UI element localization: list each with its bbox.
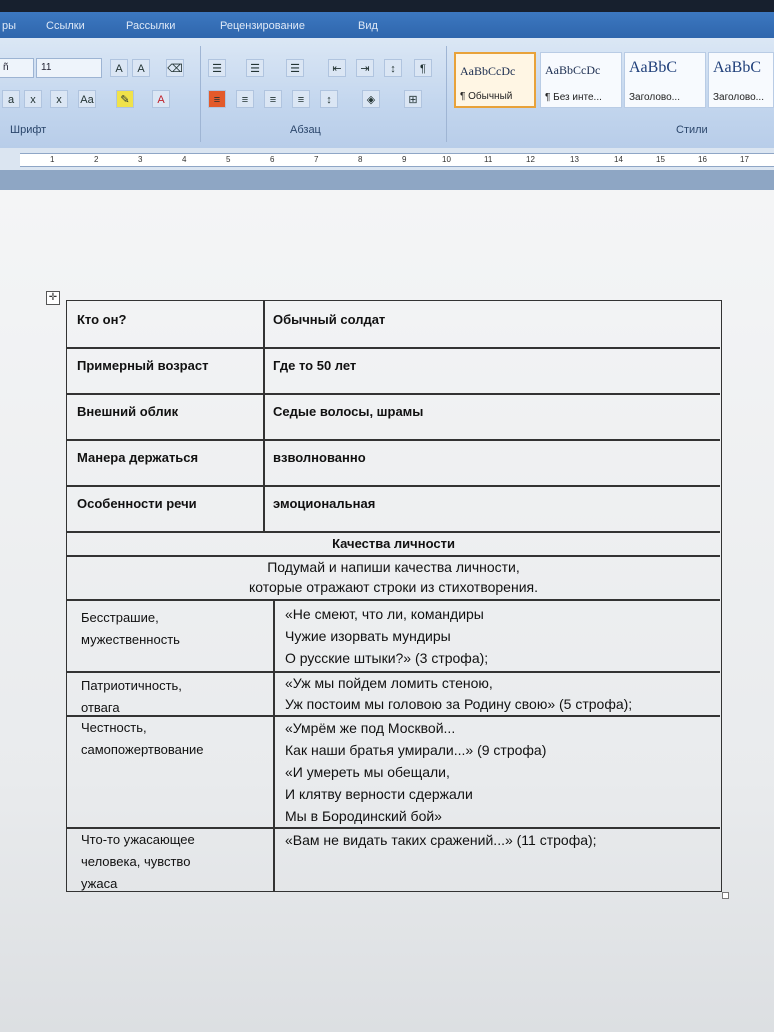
increase-indent-icon[interactable]: ⇥: [356, 59, 374, 77]
tab-home[interactable]: ры: [2, 20, 17, 32]
row-divider: [67, 393, 720, 395]
quality-label-line: Бесстрашие,: [81, 610, 159, 625]
row-value-age: Где то 50 лет: [273, 358, 357, 373]
font-size-box[interactable]: 11: [36, 58, 102, 78]
quote-line: И клятву верности сдержали: [285, 786, 473, 802]
row-value-who: Обычный солдат: [273, 312, 386, 327]
quality-label-line: Что-то ужасающее: [81, 832, 195, 847]
superscript-icon[interactable]: x: [50, 90, 68, 108]
tab-view[interactable]: Вид: [358, 20, 378, 32]
instruction-line: Подумай и напиши качества личности,: [267, 559, 520, 575]
quality-label: [81, 607, 180, 651]
grow-font-icon[interactable]: A: [110, 59, 128, 77]
document-page[interactable]: [0, 190, 774, 1032]
row-value-appearance: Седые волосы, шрамы: [273, 404, 424, 419]
style-heading-2[interactable]: [708, 52, 774, 108]
quality-label-line: человека, чувство: [81, 854, 191, 869]
style-preview: AaBbCcDc: [460, 64, 516, 78]
style-name: Заголово...: [713, 92, 764, 103]
borders-icon[interactable]: ⊞: [404, 90, 422, 108]
quote-line: «Не смеют, что ли, командиры: [285, 606, 484, 622]
style-name: ¶ Без инте...: [545, 92, 602, 103]
tab-review[interactable]: Рецензирование: [220, 20, 305, 32]
quote-line: «Вам не видать таких сражений...» (11 строфа);: [285, 832, 597, 848]
table-move-icon[interactable]: ✛: [46, 291, 60, 305]
style-no-spacing[interactable]: [540, 52, 622, 108]
style-preview: AaBbC: [629, 59, 677, 76]
style-preview: AaBbCcDc: [545, 63, 601, 77]
row-label-appearance: Внешний облик: [77, 404, 179, 419]
quote-line: Чужие изорвать мундиры: [285, 628, 451, 644]
character-table: [66, 300, 722, 892]
clear-format-icon[interactable]: ⌫: [166, 59, 184, 77]
quote-line: Уж постоим мы головою за Родину свою» (5 строфа);: [285, 696, 633, 712]
change-case-icon[interactable]: Aa: [78, 90, 96, 108]
instruction-line: которые отражают строки из стихотворения.: [248, 579, 538, 595]
ribbon-tabs: [0, 12, 774, 38]
instruction-text: [67, 557, 720, 597]
row-value-manner: взволнованно: [273, 450, 366, 465]
row-divider: [67, 439, 720, 441]
column-divider: [273, 599, 275, 891]
subscript-icon[interactable]: x: [24, 90, 42, 108]
quote-line: О русские штыки?» (3 строфа);: [285, 650, 489, 666]
font-name-box[interactable]: ñ: [0, 58, 34, 78]
table-resize-handle[interactable]: [722, 892, 729, 899]
row-label-manner: Манера держаться: [77, 450, 199, 465]
quality-quote: [285, 673, 632, 715]
line-spacing-icon[interactable]: ↕: [320, 90, 338, 108]
numbering-icon[interactable]: ☰: [246, 59, 264, 77]
row-divider: [67, 599, 720, 601]
quality-label-line: самопожертвование: [81, 742, 204, 757]
show-marks-icon[interactable]: ¶: [414, 59, 432, 77]
group-label-styles: Стили: [676, 124, 708, 136]
row-divider: [67, 485, 720, 487]
row-value-speech: эмоциональная: [273, 496, 376, 511]
group-separator: [446, 46, 447, 142]
quality-label-line: отвага: [81, 700, 120, 715]
ruler-scale: 1 2 3 4 5 6 7 8 9 10 11 12 13 14 15 16 17: [20, 153, 774, 167]
row-label-age: Примерный возраст: [77, 358, 209, 373]
group-separator: [200, 46, 201, 142]
quality-quote: [285, 717, 546, 827]
align-center-icon[interactable]: ≡: [236, 90, 254, 108]
multilevel-icon[interactable]: ☰: [286, 59, 304, 77]
style-normal[interactable]: [454, 52, 536, 108]
group-label-paragraph: Абзац: [290, 124, 321, 136]
bullets-icon[interactable]: ☰: [208, 59, 226, 77]
horizontal-ruler[interactable]: [0, 148, 774, 171]
quality-label: [81, 675, 182, 719]
quote-line: Мы в Бородинский бой»: [285, 808, 442, 824]
quality-quote: [285, 603, 488, 669]
document-background: [0, 170, 774, 190]
tab-references[interactable]: Ссылки: [46, 20, 85, 32]
justify-icon[interactable]: ≡: [292, 90, 310, 108]
row-divider: [67, 347, 720, 349]
quality-quote: [285, 829, 597, 851]
shading-icon[interactable]: ◈: [362, 90, 380, 108]
quote-line: Как наши братья умирали...» (9 строфа): [285, 742, 547, 758]
quality-label-line: мужественность: [81, 632, 180, 647]
sort-icon[interactable]: ↕: [384, 59, 402, 77]
style-name: Заголово...: [629, 92, 680, 103]
quote-line: «И умереть мы обещали,: [285, 764, 450, 780]
group-label-font: Шрифт: [10, 124, 47, 136]
quality-label-line: Честность,: [81, 720, 147, 735]
shrink-font-icon[interactable]: A: [132, 59, 150, 77]
style-preview: AaBbC: [713, 59, 761, 76]
quality-label: [81, 717, 204, 761]
ribbon: [0, 38, 774, 149]
align-right-icon[interactable]: ≡: [264, 90, 282, 108]
quality-label: [81, 829, 195, 895]
quote-line: «Уж мы пойдем ломить стеною,: [285, 675, 493, 691]
font-color-icon[interactable]: A: [152, 90, 170, 108]
quote-line: «Умрём же под Москвой...: [285, 720, 456, 736]
column-divider: [263, 301, 265, 531]
style-heading-1[interactable]: [624, 52, 706, 108]
style-name: ¶ Обычный: [460, 91, 513, 102]
section-title: Качества личности: [332, 536, 455, 551]
tab-mailings[interactable]: Рассылки: [126, 20, 176, 32]
quality-label-line: ужаса: [81, 876, 118, 891]
strikethrough-icon[interactable]: a: [2, 90, 20, 108]
title-bar: [0, 0, 774, 12]
row-label-who: Кто он?: [77, 312, 127, 327]
highlight-icon[interactable]: ✎: [116, 90, 134, 108]
decrease-indent-icon[interactable]: ⇤: [328, 59, 346, 77]
quality-label-line: Патриотичность,: [81, 678, 182, 693]
align-left-icon[interactable]: ≡: [208, 90, 226, 108]
row-label-speech: Особенности речи: [77, 496, 197, 511]
